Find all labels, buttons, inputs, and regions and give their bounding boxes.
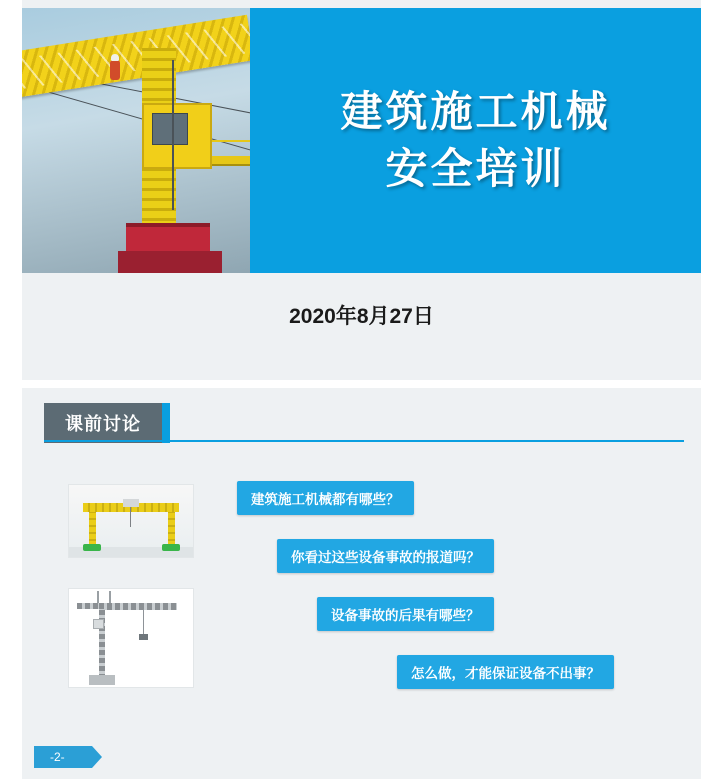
section-header [22, 403, 701, 449]
gantry-wheel-right [162, 544, 180, 551]
title-line-1: 建筑施工机械 [340, 87, 611, 135]
slide-title-block [250, 8, 701, 273]
question-bubble-4: 怎么做，才能保证设备不出事？ [397, 655, 614, 689]
tower-jib [99, 603, 177, 610]
section-divider [44, 440, 684, 442]
tower-counter-jib [77, 603, 101, 609]
question-bubble-1: 建筑施工机械都有哪些？ [237, 481, 414, 515]
slide-date: 2020年8月27日 [289, 305, 434, 328]
photo-operator-cab [142, 103, 212, 169]
section-tab [44, 403, 162, 443]
gantry-wheel-left [83, 544, 101, 551]
photo-crane-base-lower [118, 251, 222, 273]
slide-separator [22, 380, 701, 388]
tower-cab [93, 619, 104, 629]
gantry-hook-line [130, 507, 131, 527]
tower-hoist-line [143, 609, 144, 635]
section-tab-accent [162, 403, 170, 443]
gantry-leg-left [89, 512, 96, 546]
gantry-crane-thumbnail [68, 484, 194, 558]
slide-discussion [22, 388, 701, 779]
page-number-chip: -2- [34, 746, 92, 768]
tower-crane-thumbnail [68, 588, 194, 688]
tower-load [139, 634, 148, 640]
question-bubble-2: 你看过这些设备事故的报道吗？ [277, 539, 494, 573]
gantry-trolley [123, 499, 139, 507]
title-line-2: 安全培训 [385, 144, 566, 192]
slide-title [22, 0, 701, 380]
section-tab-label: 课前讨论 [65, 414, 141, 434]
photo-worker [110, 60, 120, 80]
photo-cab-window [152, 113, 188, 145]
photo-hoist-line [172, 60, 174, 210]
left-gutter [0, 0, 22, 779]
title-banner [22, 8, 701, 273]
question-bubble-3: 设备事故的后果有哪些？ [317, 597, 494, 631]
tower-crane-photo [22, 8, 250, 273]
tower-base [89, 675, 115, 685]
gantry-leg-right [168, 512, 175, 546]
